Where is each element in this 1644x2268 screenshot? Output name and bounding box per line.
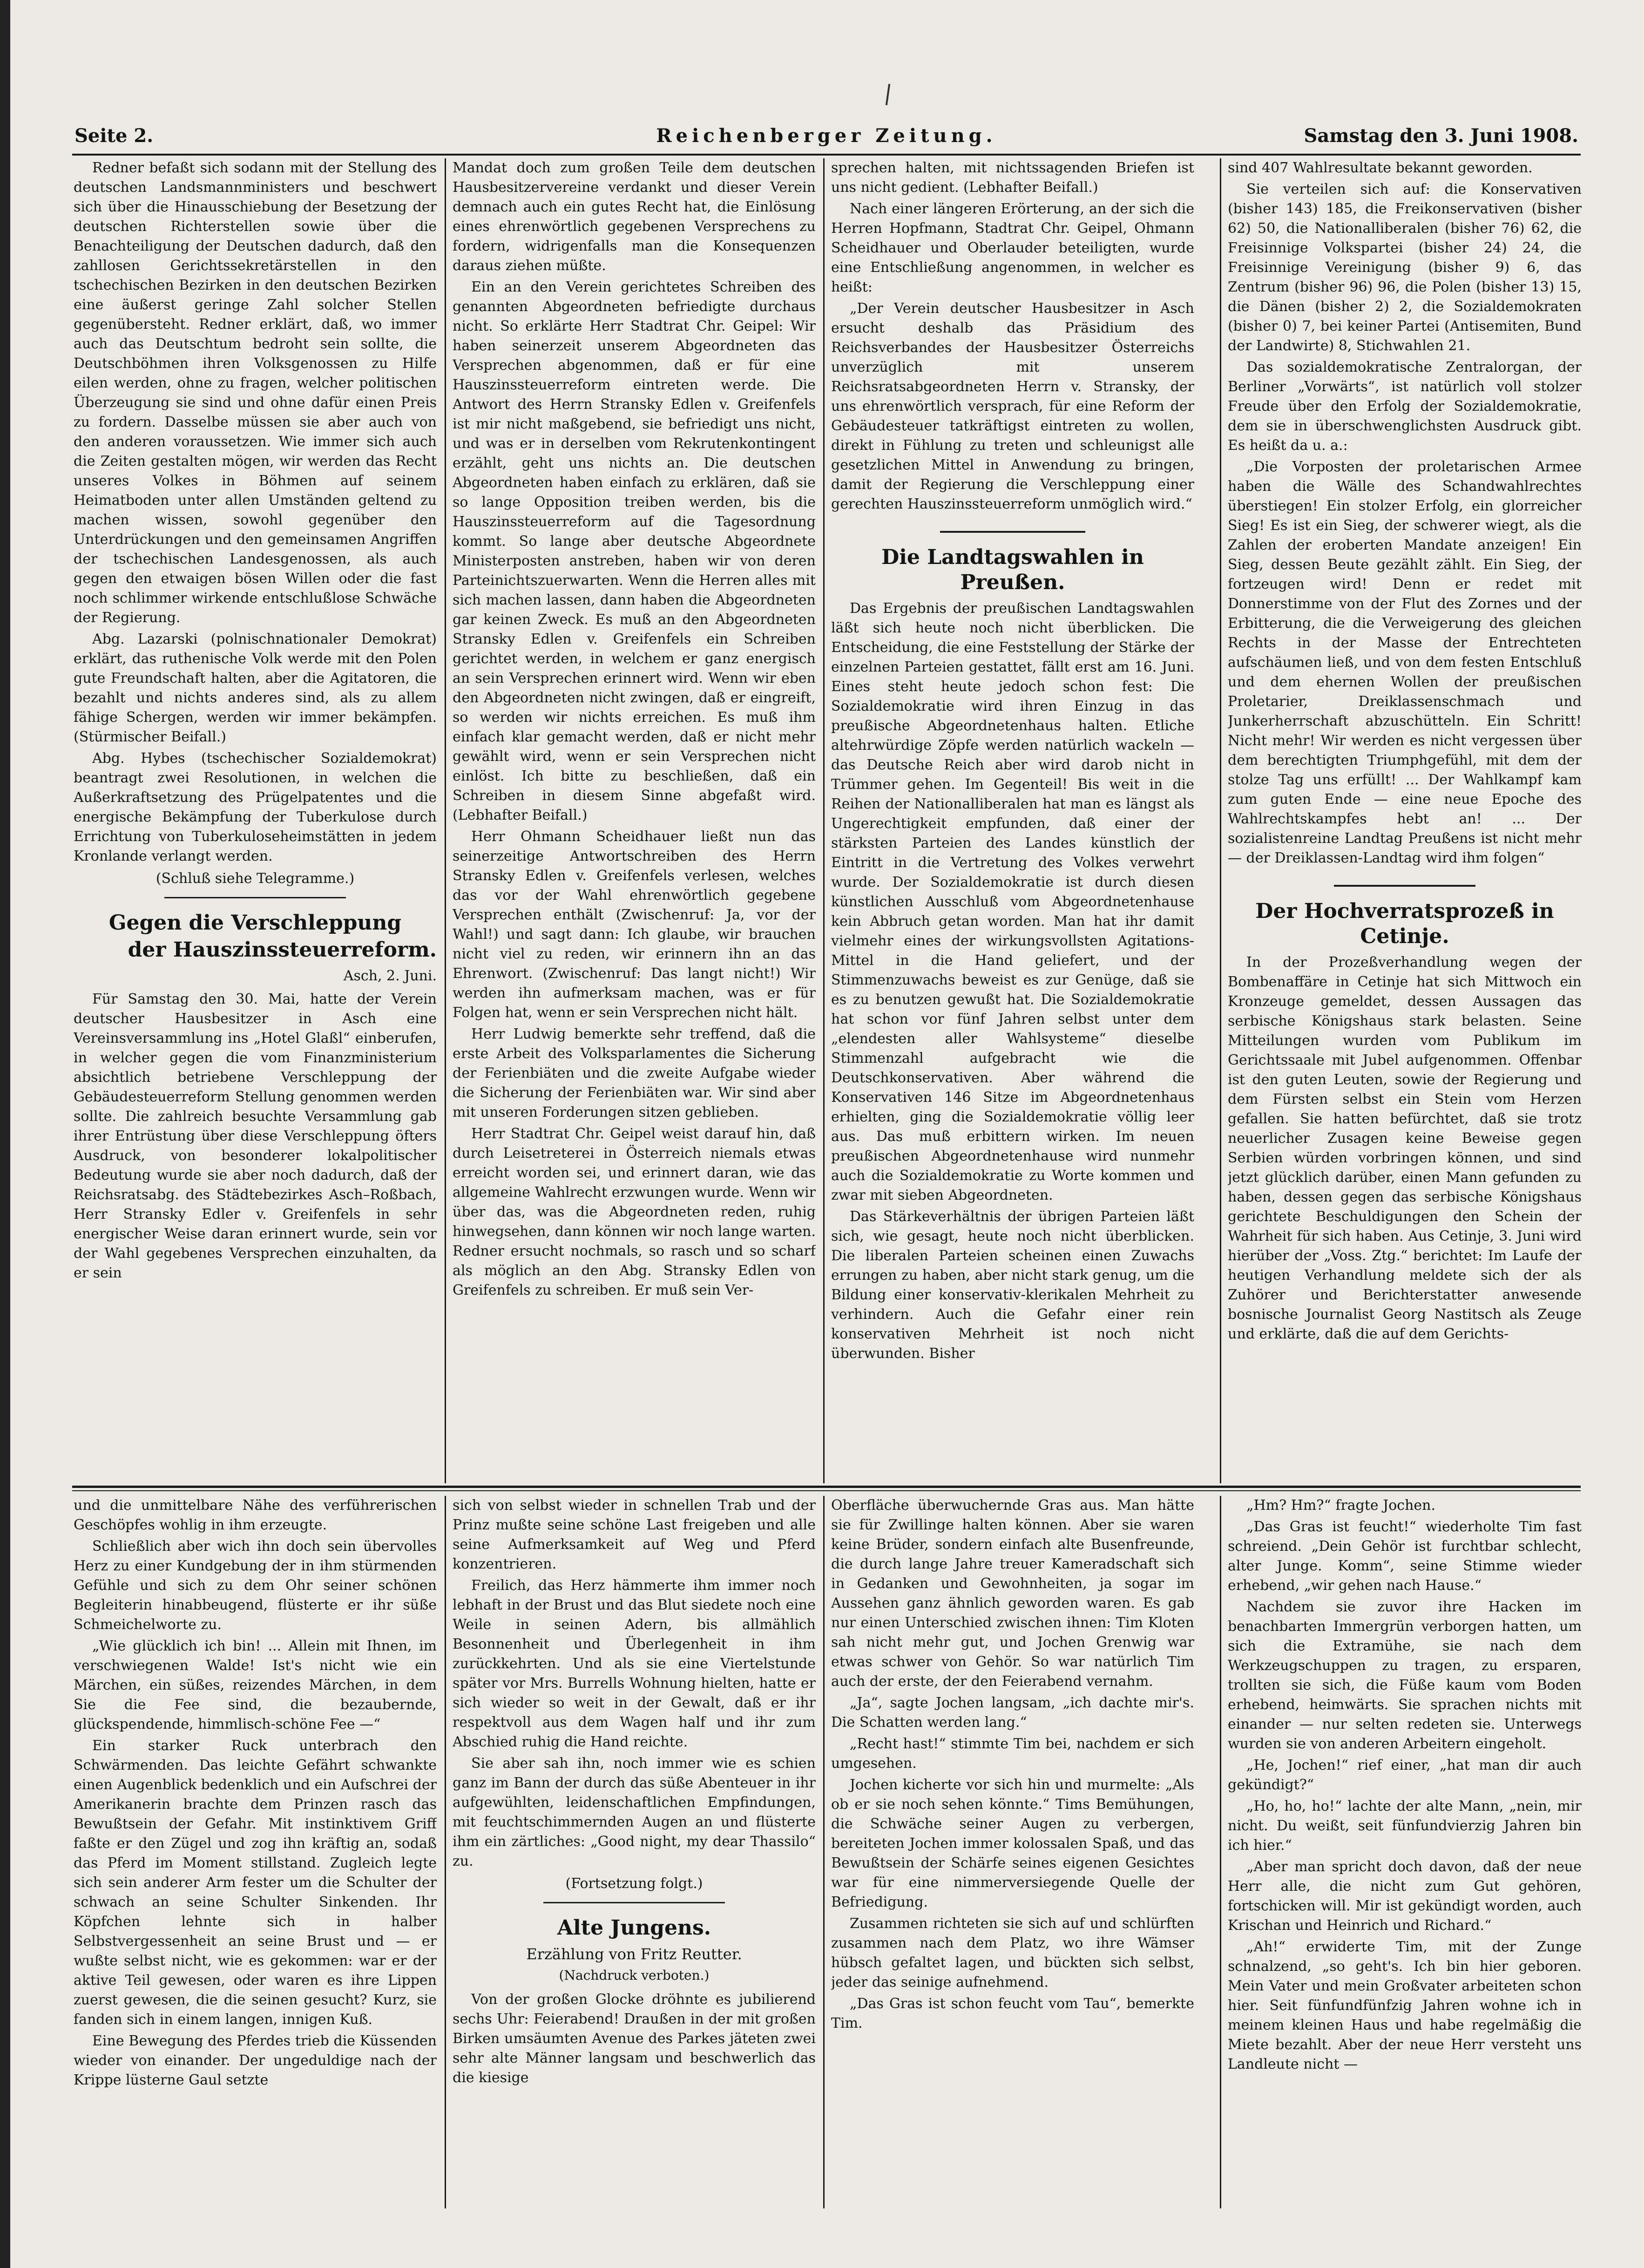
paragraph: Für Samstag den 30. Mai, hatte der Verein deutscher Hausbesitzer in Asch eine Vereinsversammlung ins „Hotel Glaßl“ einberufen, in welcher gegen die vom Finanzministerium absichtlich betriebene Verschleppung der Gebäudesteuerreform Stellung genommen werden sollte. Die zahlreich besuchte Versammlung gab ihrer Entrüstung über diese Verschleppung öfters Ausdruck, von besonderer lokalpolitischer Bedeutung wurde sie aber noch dadurch, daß der Reichsratsabg. des Städtebezirkes Asch–Roßbach, Herr Stransky Edler v. Greifenfels in sehr energischer Weise daran erinnert wurde, sein vor der Wahl gegebenes Versprechen einzuhalten, da er sein: [74, 991, 437, 1281]
paragraph: Ein an den Verein gerichtetes Schreiben des genannten Abgeordneten befriedigte durchaus nicht. So erklärte Herr Stadtrat Chr. Geipel: Wir haben seinerzeit unserem Abgeordneten das Versprechen abgenommen, daß er für eine Hauszinssteuerreform eintreten werde. Die Antwort des Herrn Stransky Edlen v. Greifenfels ist mir nicht maßgebend, sie befriedigt uns nicht, und was er in derselben vom Rekrutenkontingent erzählt, geht uns nichts an. Die deutschen Abgeordneten haben einfach zu erklären, daß sie so lange Opposition treiben werden, bis die Hauszinssteuerreform auf die Tagesordnung kommt. So lange aber deutsche Abgeordnete Ministerposten anstreben, haben wir von deren Parteinichtszuerwarten. Wenn die Herren alles mit sich machen lassen, dann haben die Abgeordneten gar keinen Zweck. Es muß an den Abgeordneten Stransky Edlen v. Greifenfels ein Schreiben gerichtet werden, in welchem er ganz energisch an sein Versprechen erinnert wird. Wenn wir eben den Abgeordneten nicht zwingen, daß er eingreift, so werden wir nichts erreichen. Es muß ihm einfach klar gemacht werden, daß er nicht mehr gewählt wird, wenn er sein Versprechen nicht einlöst. Ich bitte zu beschließen, daß ein Schreiben in diesem Sinne abgefaßt wird. (Lebhafter Beifall.): [453, 279, 816, 823]
column-rule: [445, 1496, 446, 2208]
column-rule: [445, 158, 446, 1483]
paragraph: Schließlich aber wich ihn doch sein übervolles Herz zu einer Kundgebung der in ihm stürmenden Gefühle und sich zu dem Ohr seiner schönen Begleiterin hinabbeugend, flüsterte er ihr süße Schmeichelworte zu.: [74, 1538, 437, 1633]
paragraph: Herr Ohmann Scheidhauer ließt nun das seinerzeitige Antwortschreiben des Herrn Stransky Edlen v. Greifenfels verlesen, welches das vor der Wahl ehrenwörtlich gegebene Versprechen enthält (Zwischenruf: Ja, vor der Wahl!) und sagt dann: Ich glaube, wir brauchen nicht viel zu reden, wir erinnern ihn an das Ehrenwort. (Zwischenruf: Das langt nicht!) Wir werden ihn aufmerksam machen, was er für Folgen hat, wenn er sein Versprechen nicht hält.: [453, 828, 816, 1021]
paragraph: „Die Vorposten der proletarischen Armee haben die Wälle des Schandwahlrechtes überstiegen! Ein stolzer Erfolg, ein glorreicher Sieg! Es ist ein Sieg, der schwerer wiegt, als die Zahlen der eroberten Mandate anzeigen! Ein Sieg, dessen Beute gezählt zählt. Ein Sieg, der fortzeugen wird! Denn er redet mit Donnerstimme von der Flut des Zornes und der Erbitterung, die die Verweigerung des gleichen Rechts in der Masse der Entrechteten aufschäumen ließ, und von dem festen Entschluß und dem ehernen Wollen der preußischen Proletarier, Dreiklassenschmach und Junkerherrschaft abzuschütteln. Ein Schritt! Nicht mehr! Wir werden es nicht vergessen über dem berechtigten Triumphgefühl, mit dem der stolze Tag uns erfüllt! ... Der Wahlkampf kam zum guten Ende — eine neue Epoche des Wahlrechtskampfes hebt an! ... Der sozialistenreine Landtag Preußens ist nicht mehr — der Dreiklassen-Landtag wird ihm folgen“: [1228, 459, 1582, 866]
bottom-column-4: [1228, 1496, 1582, 2208]
paragraph: „Hm? Hm?“ fragte Jochen.: [1246, 1497, 1436, 1514]
page-header: [74, 125, 1578, 153]
top-column-2: [453, 158, 816, 1481]
paragraph: Abg. Hybes (tschechischer Sozialdemokrat) beantragt zwei Resolutionen, in welchen die Außerkraftsetzung des Prügelpatentes und die energische Bekämpfung der Tuberkulose durch Errichtung von Tuberkuloseheimstätten in jedem Kronlande verlangt werden.: [74, 750, 437, 864]
paragraph: sich von selbst wieder in schnellen Trab und der Prinz mußte seine schöne Last freigeben und alle seine Aufmerksamkeit auf Weg und Pferd konzentrieren.: [453, 1497, 816, 1572]
paragraph: „He, Jochen!“ rief einer, „hat man dir auch gekündigt?“: [1228, 1757, 1582, 1793]
paragraph: „Wie glücklich ich bin! ... Allein mit Ihnen, im verschwiegenen Walde! Ist's nicht wie ein Märchen, ein süßes, reizendes Märchen, in dem Sie die Fee sind, die bezaubernde, glückspendende, himmlisch-schöne Fee —“: [74, 1638, 437, 1732]
paragraph: Jochen kicherte vor sich hin und murmelte: „Als ob er sie noch sehen könnte.“ Tims Bemühungen, die Schwäche seiner Augen zu verbergen, bereiteten Jochen immer kolossalen Spaß, und das Bewußtsein der Schärfe seines eigenen Gesichtes war für eine nimmerversiegende Quelle der Befriedigung.: [831, 1777, 1194, 1910]
article-closing: (Schluß siehe Telegramme.): [156, 870, 355, 887]
article-heading: Der Hochverratsprozeß in Cetinje.: [1255, 899, 1554, 948]
paragraph: Das sozialdemokratische Zentralorgan, der Berliner „Vorwärts“, ist natürlich voll stolzer Freude über den Erfolg der Sozialdemokratie, dem sie in überschwenglichsten Ausdruck gibt. Es heißt da u. a.:: [1228, 359, 1582, 454]
paragraph: Herr Stadtrat Chr. Geipel weist darauf hin, daß durch Leisetreterei in Österreich niemals etwas erreicht worden sei, und erinnert daran, wie das allgemeine Wahlrecht erzwungen wurde. Wenn wir über das, was die Abgeordneten reden, ruhig hinwegsehen, dann können wir noch lange warten. Redner ersucht nochmals, so rasch und so scharf als möglich an den Abg. Stransky Edlen von Greifenfels zu schreiben. Er muß sein Ver-: [453, 1126, 816, 1298]
header-rule: [72, 154, 1581, 156]
article-reichsrat-paras: [74, 158, 437, 866]
paragraph: Eine Bewegung des Pferdes trieb die Küssenden wieder von einander. Der ungeduldige nach der Krippe lüsterne Gaul setzte: [74, 2033, 437, 2088]
article-heading-line2: der Hauszinssteuerreform.: [128, 938, 437, 962]
reprint-notice: (Nachdruck verboten.): [559, 1968, 710, 1983]
feuilleton-rule: [72, 1486, 1581, 1488]
separator: [940, 531, 1085, 533]
separator: [164, 897, 346, 898]
column-rule: [1220, 158, 1221, 1483]
bottom-column-2: [453, 1496, 816, 2208]
paragraph: Sie verteilen sich auf: die Konservativen (bisher 143) 185, die Freikonservativen (bisher 62) 50, die Nationalliberalen (bisher 76) 62, die Freisinnige Volkspartei (bisher 24) 24, die Freisinnige Vereinigung (bisher 9) 6, das Zentrum (bisher 96) 96, die Polen (bisher 13) 15, die Dänen (bisher 2) 2, die Sozialdemokraten (bisher 0) 7, bei keiner Partei (Antisemiten, Bund der Landwirte) 8, Stichwahlen 21.: [1228, 181, 1582, 354]
top-column-1: [74, 158, 437, 1481]
newspaper-title: Reichenberger Zeitung.: [656, 125, 997, 147]
paragraph: Nachdem sie zuvor ihre Hacken im benachbarten Immergrün verborgen hatten, um sich die Extramühe, sie nach dem Werkzeugschuppen zu tragen, zu ersparen, trollten sie sich, die Füße kaum vom Boden erhebend, heimwärts. Sie sprachen nichts mit einander — nur selten redeten sie. Unterwegs wurden sie von anderen Arbeitern eingeholt.: [1228, 1599, 1582, 1752]
paragraph: In der Prozeßverhandlung wegen der Bombenaffäre in Cetinje hat sich Mittwoch ein Kronzeuge gemeldet, dessen Aussagen das serbische Königshaus stark belasten. Seine Mitteilungen wurden vom Publikum im Gerichtssaale mit Jubel aufgenommen. Offenbar ist den guten Leuten, sowie der Regierung und dem Fürsten selbst ein Stein vom Herzen gefallen. Sie hatten befürchtet, daß sie trotz neuerlicher Zusagen keine Beweise gegen Serbien würden vorbringen können, und sind jetzt glücklich darüber, einen Mann gefunden zu haben, dessen gegen das serbische Königshaus gerichtete Beschuldigungen den Schein der Wahrheit für sich haben. Aus Cetinje, 3. Juni wird hierüber der „Voss. Ztg.“ berichtet: Im Laufe der heutigen Verhandlung meldete sich der als Zuhörer und Berichterstatter anwesende bosnische Journalist Georg Nastitsch als Zeuge und erklärte, daß die auf dem Gerichts-: [1228, 954, 1582, 1342]
column-rule: [823, 158, 825, 1483]
paragraph: sprechen halten, mit nichtssagenden Briefen ist uns nicht gedient. (Lebhafter Beifall.): [831, 160, 1194, 196]
paragraph: Ein starker Ruck unterbrach den Schwärmenden. Das leichte Gefährt schwankte einen Augenblick bedenklich und ein Aufschrei der Amerikanerin brachte dem Prinzen rasch das Bewußtsein der Gefahr. Mit instinktivem Griff faßte er den Zügel und zog ihn kräftig an, sodaß das Pferd im Moment stillstand. Zugleich legte sich sein anderer Arm fester um die Schulter der schwach an seine Schulter Sinkenden. Ihr Köpfchen lehnte sich in halber Selbstvergessenheit an seine Brust und — er wußte selbst nicht, wie es gekommen: war er der aktive Teil gewesen, oder waren es ihre Lippen zuerst gewesen, die die seinen gesucht? Kurz, sie fanden sich in einem langen, innigen Kuß.: [74, 1738, 437, 2028]
dateline: Asch, 2. Juni.: [343, 968, 437, 984]
scan-mark: [886, 84, 890, 105]
paragraph: Das Ergebnis der preußischen Landtagswahlen läßt sich heute noch nicht überblicken. Die Entscheidung, die eine Feststellung der Stärke der einzelnen Parteien gestattet, fällt erst am 16. Juni. Eines steht heute jedoch schon fest: Die Sozialdemokratie wird ihren Einzug in das preußische Abgeordnetenhaus halten. Etliche altehrwürdige Zöpfe werden natürlich wackeln — das Deutsche Reich aber wird darob nicht in Trümmer gehen. Im Gegenteil! Bis weit in die Reihen der Nationalliberalen hat man es längst als Ungerechtigkeit empfunden, daß einer der stärksten Parteien des Landes künstlich der Eintritt in die Vertretung des Volkes verwehrt wurde. Der Sozialdemokratie ist durch diesen künstlichen Ausschluß vom Abgeordnetenhause kein Abbruch getan worden. Man hat ihr damit vielmehr eines der wirkungsvollsten Agitations-Mittel in die Hand geliefert, und der Stimmenzuwachs beweist es zur Genüge, daß sie es zu benutzen gewußt hat. Die Sozialdemokratie hat schon vor fünf Jahren selbst unter dem „elendesten aller Wahlsysteme“ dieselbe Stimmenzahl aufgebracht wie die Deutschkonservativen. Aber während die Konservativen 146 Sitze im Abgeordnetenhaus erhielten, ging die Sozialdemokratie völlig leer aus. Das muß erbittern wirken. Im neuen preußischen Abgeordnetenhause wird nunmehr auch die Sozialdemokratie zu Worte kommen und zwar mit sieben Abgeordneten.: [831, 600, 1194, 1203]
bottom-column-1: [74, 1496, 437, 2208]
paragraph: „Das Gras ist feucht!“ wiederholte Tim fast schreiend. „Dein Gehör ist furchtbar schlecht, alter Junge. Komm“, seine Stimme wieder erhebend, „wir gehen nach Hause.“: [1228, 1519, 1582, 1594]
paragraph: „Recht hast!“ stimmte Tim bei, nachdem er sich umgesehen.: [831, 1736, 1194, 1772]
column-rule: [823, 1496, 825, 2208]
paragraph: „Der Verein deutscher Hausbesitzer in Asch ersucht deshalb das Präsidium des Reichsverbandes der Hausbesitzer Österreichs unverzüglich mit unserem Reichsratsabgeordneten Herrn v. Stransky, der uns ehrenwörtlich versprach, für eine Reform der Gebäudesteuer tatkräftigst eintreten zu wollen, direkt in Fühlung zu treten und schleunigst alle gesetzlichen Mittel in Anwendung zu bringen, damit der Regierung die Verschleppung einer gerechten Hauszinssteuerreform unmöglich wird.“: [831, 300, 1194, 512]
continuation-note: (Fortsetzung folgt.): [565, 1875, 703, 1892]
paragraph: Abg. Lazarski (polnischnationaler Demokrat) erklärt, das ruthenische Volk werde mit den Polen gute Freundschaft halten, aber die Agitatoren, die bezahlt und nichts anderes sind, als zu allem fähige Schergen, werden wir immer bekämpfen. (Stürmischer Beifall.): [74, 631, 437, 745]
paragraph: Nach einer längeren Erörterung, an der sich die Herren Hopfmann, Stadtrat Chr. Geipel, Ohmann Scheidhauer und Oberlauder beteiligten, wurde eine Entschließung angenommen, in welcher es heißt:: [831, 201, 1194, 295]
bottom-column-3: [831, 1496, 1194, 2208]
story-heading: Alte Jungens.: [557, 1916, 711, 1940]
paragraph: sind 407 Wahlresultate bekannt geworden.: [1228, 160, 1533, 176]
feuilleton-rule-thin: [72, 1490, 1581, 1491]
page-number: Seite 2.: [74, 125, 154, 147]
top-column-4: [1228, 158, 1582, 1481]
paragraph: „Ja“, sagte Jochen langsam, „ich dachte mir's. Die Schatten werden lang.“: [831, 1695, 1194, 1731]
paragraph: Das Stärkeverhältnis der übrigen Parteien läßt sich, wie gesagt, heute noch nicht überblicken. Die liberalen Parteien scheinen einen Zuwachs errungen zu haben, aber nicht stark genug, um die Bildung einer konservativ-klerikalen Mehrheit zu verhindern. Auch die Gefahr einer rein konservativen Mehrheit ist noch nicht überwunden. Bisher: [831, 1209, 1194, 1362]
paragraph: Sie aber sah ihn, noch immer wie es schien ganz im Bann der durch das süße Abenteuer in ihr aufgewühlten, leidenschaftlichen Empfindungen, mit feuchtschimmernden Augen an und flüsterte ihm ein zärtliches: „Good night, my dear Thassilo“ zu.: [453, 1755, 816, 1869]
issue-date: Samstag den 3. Juni 1908.: [1304, 125, 1578, 147]
top-column-3: [831, 158, 1194, 1481]
paragraph: Mandat doch zum großen Teile dem deutschen Hausbesitzervereine verdankt und dieser Verein demnach auch ein gutes Recht hat, die Einlösung eines ehrenwörtlich gegebenen Versprechens zu fordern, widrigenfalls man die Konsequenzen daraus ziehen müßte.: [453, 160, 816, 274]
separator: [1334, 885, 1475, 887]
paragraph: „Ho, ho, ho!“ lachte der alte Mann, „nein, mir nicht. Du weißt, seit fünfundvierzig Jahren bin ich hier.“: [1228, 1798, 1582, 1854]
article-heading: Die Landtagswahlen in Preußen.: [881, 545, 1144, 594]
paragraph: Oberfläche überwuchernde Gras aus. Man hätte sie für Zwillinge halten können. Aber sie waren keine Brüder, sondern einfach alte Busenfreunde, die durch lange Jahre treuer Kameradschaft sich in Gedanken und Gewohnheiten, ja sogar im Aussehen ganz ähnlich geworden waren. Es gab nur einen Unterschied zwischen ihnen: Tim Kloten sah nicht mehr gut, und Jochen Grenwig war etwas schwer von Gehör. So war natürlich Tim auch der erste, der den Feierabend vernahm.: [831, 1497, 1194, 1690]
scan-edge: [0, 0, 10, 2268]
paragraph: Zusammen richteten sie sich auf und schlürften zusammen nach dem Platz, wo ihre Wämser hübsch gefaltet lagen, und bückten sich selbst, jeder das seinige aufnehmend.: [831, 1915, 1194, 1990]
paragraph: „Das Gras ist schon feucht vom Tau“, bemerkte Tim.: [831, 1996, 1194, 2031]
paragraph: „Ah!“ erwiderte Tim, mit der Zunge schnalzend, „so geht's. Ich bin hier geboren. Mein Vater und mein Großvater arbeiteten schon hier. Seit fünfundfünfzig Jahren wohne ich in meinem kleinen Haus und habe regelmäßig die Miete bezahlt. Aber der neue Herr versteht uns Landleute nicht —: [1228, 1939, 1582, 2072]
paragraph: und die unmittelbare Nähe des verführerischen Geschöpfes wohlig in ihm erzeugte.: [74, 1497, 437, 1533]
paragraph: Freilich, das Herz hämmerte ihm immer noch lebhaft in der Brust und das Blut siedete noch eine Weile in seinen Adern, bis allmählich Besonnenheit und Überlegenheit in ihm zurückkehrten. Und als sie eine Viertelstunde später vor Mrs. Burrells Wohnung hielten, hatte er sich wieder so weit in der Gewalt, daß er ihr respektvoll aus dem Wagen half und ihr zum Abschied ruhig die Hand reichte.: [453, 1577, 816, 1750]
paragraph: „Aber man spricht doch davon, daß der neue Herr alle, die nicht zum Gut gehören, fortschicken will. Mir ist gekündigt worden, auch Krischan und Heinrich und Richard.“: [1228, 1859, 1582, 1934]
separator: [543, 1902, 725, 1903]
story-byline: Erzählung von Fritz Reutter.: [526, 1945, 742, 1963]
column-rule: [1220, 1496, 1221, 2208]
paragraph: Herr Ludwig bemerkte sehr treffend, daß die erste Arbeit des Volksparlamentes die Sicherung der Ferienbiäten und die zweite Aufgabe wieder die Sicherung der Ferienbiäten war. Wir sind aber mit unseren Forderungen sitzen geblieben.: [453, 1026, 816, 1120]
paragraph: Redner befaßt sich sodann mit der Stellung des deutschen Landsmannministers und beschwert sich über die Hinausschiebung der Besetzung der deutschen Richterstellen sowie über die Benachteiligung der Deutschen dadurch, daß den zahllosen Gerichtssekretärstellen in den tschechischen Bezirken in den deutschen Bezirken eine äußerst geringe Zahl solcher Stellen gegenübersteht. Redner erklärt, daß, wo immer auch das Deutschtum bedroht sein sollte, die Deutschböhmen ihren Volksgenossen zu Hilfe eilen werden, ohne zu fragen, welcher politischen Überzeugung sie sind und ohne dafür einen Preis zu fordern. Dasselbe müssen sie aber auch von den anderen voraussetzen. Wie immer sich auch die Zeiten gestalten mögen, wir werden das Recht unseres Volkes in Böhmen auf seinem Heimatboden unter allen Umständen geltend zu machen wissen, sowohl gegenüber den Unterdrückungen und den gemeinsamen Angriffen der tschechischen Landesgenossen, als auch gegen den etwaigen bösen Willen oder die fast noch schlimmer wirkende entschlußlose Schwäche der Regierung.: [74, 160, 437, 626]
paragraph: Von der großen Glocke dröhnte es jubilierend sechs Uhr: Feierabend! Draußen in der mit großen Birken umsäumten Avenue des Parkes jäteten zwei sehr alte Männer langsam und beschwerlich das die kiesige: [453, 1991, 816, 2086]
article-heading: Gegen die Verschleppung: [108, 911, 402, 935]
